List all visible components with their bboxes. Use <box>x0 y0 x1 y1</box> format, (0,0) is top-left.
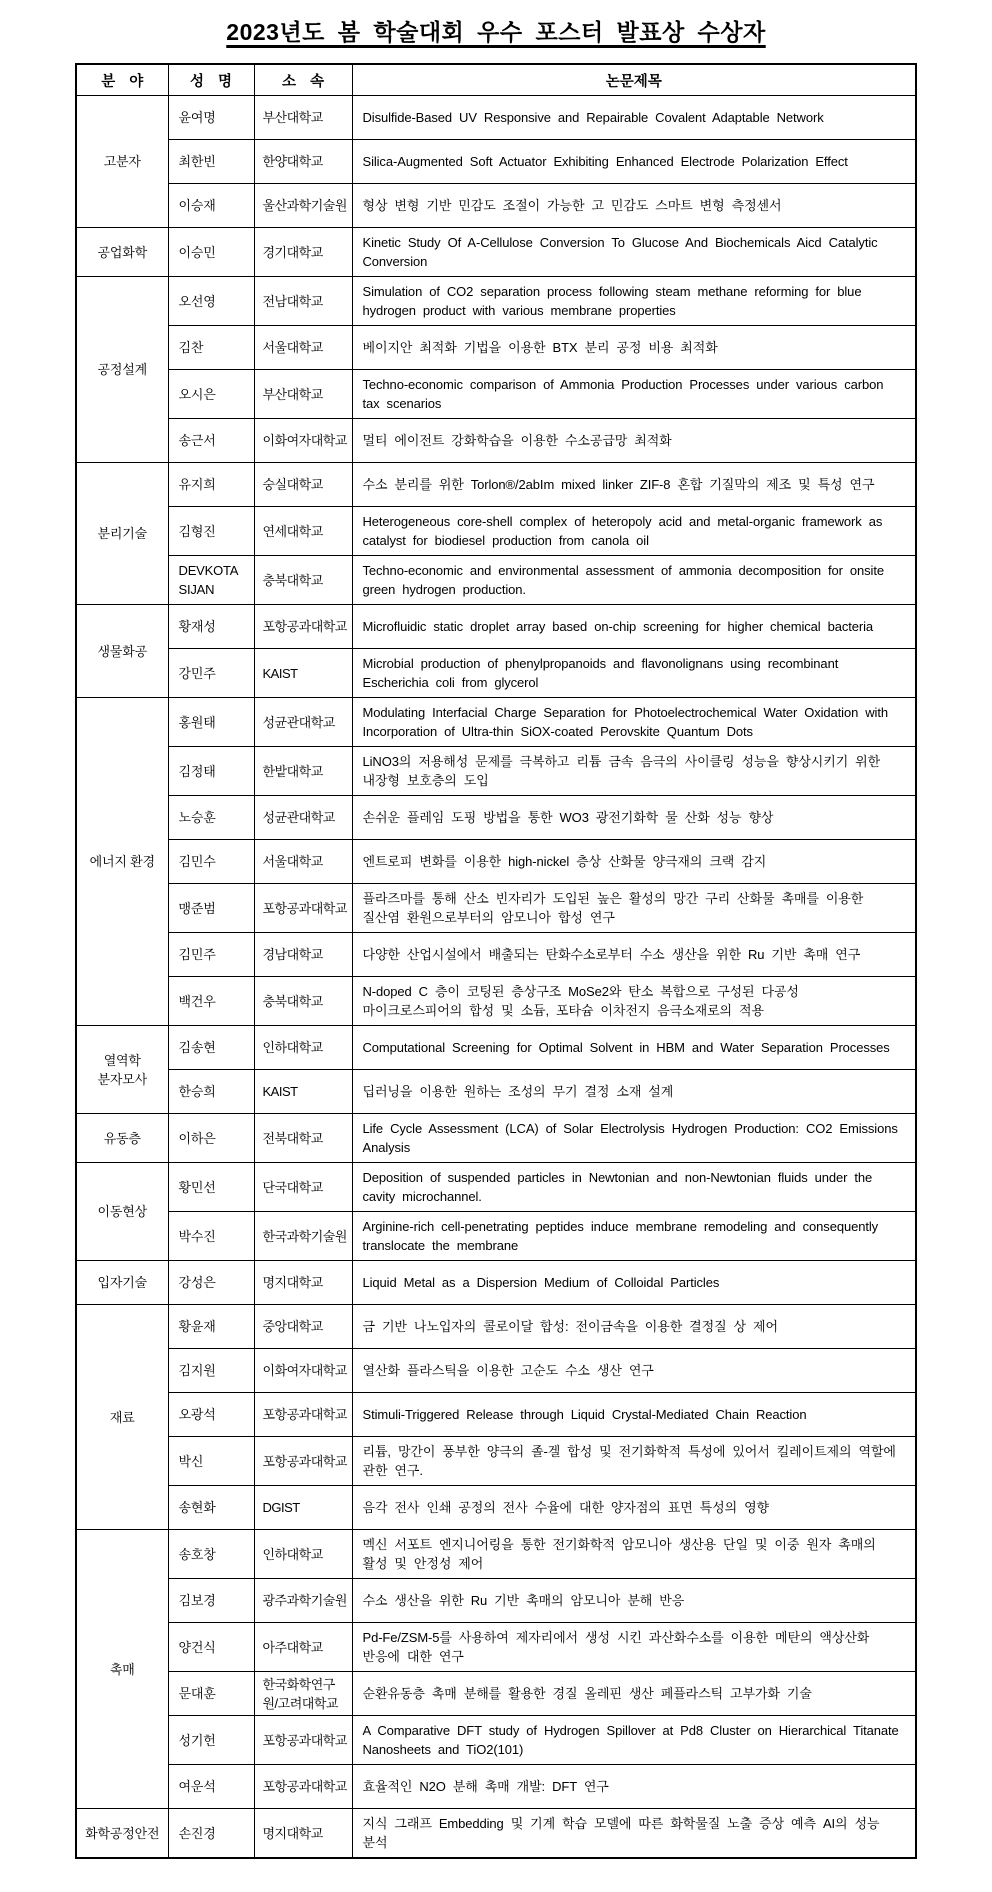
column-header-name: 성 명 <box>168 64 254 96</box>
name-cell: 문대훈 <box>168 1672 254 1716</box>
table-row <box>76 1716 916 1765</box>
affiliation-cell: 명지대학교 <box>254 1809 352 1859</box>
table-row <box>76 1393 916 1437</box>
field-cell: 분리기술 <box>76 463 168 605</box>
paper-title-cell: 멕신 서포트 엔지니어링을 통한 전기화학적 암모니아 생산용 단일 및 이중 원자 촉매의 활성 및 안정성 제어 <box>352 1530 916 1579</box>
affiliation-cell: 울산과학기술원 <box>254 184 352 228</box>
name-cell: 최한빈 <box>168 140 254 184</box>
table-row <box>76 1672 916 1716</box>
table-row <box>76 1579 916 1623</box>
affiliation-cell: KAIST <box>254 649 352 698</box>
field-cell: 열역학 분자모사 <box>76 1026 168 1114</box>
name-cell: 강성은 <box>168 1261 254 1305</box>
affiliation-cell: 부산대학교 <box>254 370 352 419</box>
paper-title-cell: Microfluidic static droplet array based on-chip screening for higher chemical bacteria <box>352 605 916 649</box>
affiliation-cell: 명지대학교 <box>254 1261 352 1305</box>
name-cell: 오광석 <box>168 1393 254 1437</box>
table-row <box>76 1765 916 1809</box>
name-cell: 김형진 <box>168 507 254 556</box>
paper-title-cell: Arginine-rich cell-penetrating peptides induce membrane remodeling and consequently translocate the membrane <box>352 1212 916 1261</box>
table-row <box>76 1437 916 1486</box>
name-cell: 홍원태 <box>168 698 254 747</box>
table-row <box>76 933 916 977</box>
name-cell: 백건우 <box>168 977 254 1026</box>
paper-title-cell: 수소 분리를 위한 Torlon®/2abIm mixed linker ZIF-8 혼합 기질막의 제조 및 특성 연구 <box>352 463 916 507</box>
paper-title-cell: N-doped C 층이 코팅된 층상구조 MoSe2와 탄소 복합으로 구성된 다공성 마이크로스피어의 합성 및 소듐, 포타슘 이차전지 음극소재로의 적용 <box>352 977 916 1026</box>
field-cell: 재료 <box>76 1305 168 1530</box>
affiliation-cell: 연세대학교 <box>254 507 352 556</box>
affiliation-cell: 중앙대학교 <box>254 1305 352 1349</box>
paper-title-cell: Stimuli-Triggered Release through Liquid Crystal-Mediated Chain Reaction <box>352 1393 916 1437</box>
name-cell: 김지원 <box>168 1349 254 1393</box>
affiliation-cell: 성균관대학교 <box>254 698 352 747</box>
paper-title-cell: Deposition of suspended particles in Newtonian and non-Newtonian fluids under the cavity microchannel. <box>352 1163 916 1212</box>
affiliation-cell: 숭실대학교 <box>254 463 352 507</box>
paper-title-cell: 효율적인 N2O 분해 촉매 개발: DFT 연구 <box>352 1765 916 1809</box>
table-header-row <box>76 64 916 96</box>
table-row <box>76 1163 916 1212</box>
paper-title-cell: LiNO3의 저용해성 문제를 극복하고 리튬 금속 음극의 사이클링 성능을 향상시키기 위한 내장형 보호층의 도입 <box>352 747 916 796</box>
table-row <box>76 1070 916 1114</box>
paper-title-cell: 순환유동층 촉매 분해를 활용한 경질 올레핀 생산 페플라스틱 고부가화 기술 <box>352 1672 916 1716</box>
name-cell: 김보경 <box>168 1579 254 1623</box>
affiliation-cell: 포항공과대학교 <box>254 605 352 649</box>
name-cell: 오시은 <box>168 370 254 419</box>
name-cell: 맹준범 <box>168 884 254 933</box>
table-row <box>76 1623 916 1672</box>
paper-title-cell: 금 기반 나노입자의 콜로이달 합성: 전이금속을 이용한 결정질 상 제어 <box>352 1305 916 1349</box>
table-row <box>76 796 916 840</box>
paper-title-cell: Microbial production of phenylpropanoids and flavonolignans using recombinant Escherichia coli from glycerol <box>352 649 916 698</box>
affiliation-cell: 충북대학교 <box>254 556 352 605</box>
field-cell: 고분자 <box>76 96 168 228</box>
column-header-field: 분 야 <box>76 64 168 96</box>
affiliation-cell: 포항공과대학교 <box>254 884 352 933</box>
table-row <box>76 507 916 556</box>
table-row <box>76 1114 916 1163</box>
affiliation-cell: DGIST <box>254 1486 352 1530</box>
table-row <box>76 326 916 370</box>
affiliation-cell: 광주과학기술원 <box>254 1579 352 1623</box>
paper-title-cell: 멀티 에이전트 강화학습을 이용한 수소공급망 최적화 <box>352 419 916 463</box>
name-cell: 김민주 <box>168 933 254 977</box>
field-cell: 에너지 환경 <box>76 698 168 1026</box>
table-row <box>76 370 916 419</box>
paper-title-cell: Heterogeneous core-shell complex of heteropoly acid and metal-organic framework as catalyst for biodiesel production from canola oil <box>352 507 916 556</box>
table-row <box>76 228 916 277</box>
paper-title-cell: Disulfide-Based UV Responsive and Repairable Covalent Adaptable Network <box>352 96 916 140</box>
table-body <box>76 96 916 1859</box>
name-cell: 강민주 <box>168 649 254 698</box>
paper-title-cell: Silica-Augmented Soft Actuator Exhibiting Enhanced Electrode Polarization Effect <box>352 140 916 184</box>
paper-title-cell: 다양한 산업시설에서 배출되는 탄화수소로부터 수소 생산을 위한 Ru 기반 촉매 연구 <box>352 933 916 977</box>
affiliation-cell: 포항공과대학교 <box>254 1437 352 1486</box>
paper-title-cell: Techno-economic comparison of Ammonia Production Processes under various carbon tax scenarios <box>352 370 916 419</box>
name-cell: 송현화 <box>168 1486 254 1530</box>
table-row <box>76 463 916 507</box>
column-header-paper-title: 논문제목 <box>352 64 916 96</box>
paper-title-cell: 베이지안 최적화 기법을 이용한 BTX 분리 공정 비용 최적화 <box>352 326 916 370</box>
affiliation-cell: 성균관대학교 <box>254 796 352 840</box>
name-cell: 노승훈 <box>168 796 254 840</box>
table-row <box>76 1349 916 1393</box>
table-row <box>76 96 916 140</box>
affiliation-cell: 포항공과대학교 <box>254 1765 352 1809</box>
field-cell: 공정설계 <box>76 277 168 463</box>
affiliation-cell: 충북대학교 <box>254 977 352 1026</box>
table-row <box>76 1261 916 1305</box>
affiliation-cell: 이화여자대학교 <box>254 419 352 463</box>
affiliation-cell: 포항공과대학교 <box>254 1716 352 1765</box>
name-cell: 이하은 <box>168 1114 254 1163</box>
paper-title-cell: Techno-economic and environmental assessment of ammonia decomposition for onsite green hydrogen production. <box>352 556 916 605</box>
affiliation-cell: 포항공과대학교 <box>254 1393 352 1437</box>
name-cell: 양건식 <box>168 1623 254 1672</box>
table-row <box>76 1486 916 1530</box>
name-cell: 송호창 <box>168 1530 254 1579</box>
affiliation-cell: 단국대학교 <box>254 1163 352 1212</box>
affiliation-cell: KAIST <box>254 1070 352 1114</box>
field-cell: 촉매 <box>76 1530 168 1809</box>
name-cell: 김민수 <box>168 840 254 884</box>
table-row <box>76 1530 916 1579</box>
affiliation-cell: 인하대학교 <box>254 1026 352 1070</box>
name-cell: DEVKOTA SIJAN <box>168 556 254 605</box>
name-cell: 손진경 <box>168 1809 254 1859</box>
name-cell: 김송현 <box>168 1026 254 1070</box>
paper-title-cell: 손쉬운 플레임 도핑 방법을 통한 WO3 광전기화학 물 산화 성능 향상 <box>352 796 916 840</box>
table-row <box>76 1809 916 1859</box>
paper-title-cell: 플라즈마를 통해 산소 빈자리가 도입된 높은 활성의 망간 구리 산화물 촉매를 이용한 질산염 환원으로부터의 암모니아 합성 연구 <box>352 884 916 933</box>
table-row <box>76 140 916 184</box>
paper-title-cell: Computational Screening for Optimal Solvent in HBM and Water Separation Processes <box>352 1026 916 1070</box>
name-cell: 황윤재 <box>168 1305 254 1349</box>
table-row <box>76 698 916 747</box>
table-row <box>76 419 916 463</box>
name-cell: 한승희 <box>168 1070 254 1114</box>
name-cell: 이승재 <box>168 184 254 228</box>
affiliation-cell: 경남대학교 <box>254 933 352 977</box>
paper-title-cell: Pd-Fe/ZSM-5를 사용하여 제자리에서 생성 시킨 과산화수소를 이용한 메탄의 액상산화 반응에 대한 연구 <box>352 1623 916 1672</box>
paper-title-cell: Modulating Interfacial Charge Separation for Photoelectrochemical Water Oxidation with Incorporation of Ultra-thin SiOX-coated Perovskite Quantum Dots <box>352 698 916 747</box>
table-row <box>76 977 916 1026</box>
affiliation-cell: 인하대학교 <box>254 1530 352 1579</box>
affiliation-cell: 경기대학교 <box>254 228 352 277</box>
name-cell: 유지희 <box>168 463 254 507</box>
document-title: 2023년도 봄 학술대회 우수 포스터 발표상 수상자 <box>226 19 766 45</box>
name-cell: 여운석 <box>168 1765 254 1809</box>
name-cell: 오선영 <box>168 277 254 326</box>
paper-title-cell: 수소 생산을 위한 Ru 기반 촉매의 암모니아 분해 반응 <box>352 1579 916 1623</box>
affiliation-cell: 이화여자대학교 <box>254 1349 352 1393</box>
name-cell: 박신 <box>168 1437 254 1486</box>
table-row <box>76 1026 916 1070</box>
table-row <box>76 747 916 796</box>
table-row <box>76 605 916 649</box>
name-cell: 박수진 <box>168 1212 254 1261</box>
table-row <box>76 184 916 228</box>
table-row <box>76 840 916 884</box>
field-cell: 생물화공 <box>76 605 168 698</box>
table-row <box>76 1212 916 1261</box>
paper-title-cell: A Comparative DFT study of Hydrogen Spillover at Pd8 Cluster on Hierarchical Titanate Nanosheets and TiO2(101) <box>352 1716 916 1765</box>
affiliation-cell: 전남대학교 <box>254 277 352 326</box>
affiliation-cell: 한밭대학교 <box>254 747 352 796</box>
awards-table <box>75 63 917 1859</box>
name-cell: 성기헌 <box>168 1716 254 1765</box>
field-cell: 공업화학 <box>76 228 168 277</box>
name-cell: 송근서 <box>168 419 254 463</box>
name-cell: 황민선 <box>168 1163 254 1212</box>
name-cell: 김찬 <box>168 326 254 370</box>
paper-title-cell: 리튬, 망간이 풍부한 양극의 졸-겔 합성 및 전기화학적 특성에 있어서 킬레이트제의 역할에 관한 연구. <box>352 1437 916 1486</box>
name-cell: 윤여명 <box>168 96 254 140</box>
paper-title-cell: 열산화 플라스틱을 이용한 고순도 수소 생산 연구 <box>352 1349 916 1393</box>
name-cell: 황재성 <box>168 605 254 649</box>
field-cell: 화학공정안전 <box>76 1809 168 1859</box>
paper-title-cell: Liquid Metal as a Dispersion Medium of Colloidal Particles <box>352 1261 916 1305</box>
affiliation-cell: 한국과학기술원 <box>254 1212 352 1261</box>
affiliation-cell: 서울대학교 <box>254 840 352 884</box>
affiliation-cell: 전북대학교 <box>254 1114 352 1163</box>
paper-title-cell: Life Cycle Assessment (LCA) of Solar Electrolysis Hydrogen Production: CO2 Emissions Analysis <box>352 1114 916 1163</box>
affiliation-cell: 부산대학교 <box>254 96 352 140</box>
affiliation-cell: 한양대학교 <box>254 140 352 184</box>
affiliation-cell: 한국화학연구원/고려대학교 <box>254 1672 352 1716</box>
paper-title-cell: 딥러닝을 이용한 원하는 조성의 무기 결정 소재 설계 <box>352 1070 916 1114</box>
paper-title-cell: Simulation of CO2 separation process following steam methane reforming for blue hydrogen product with various membrane properties <box>352 277 916 326</box>
paper-title-cell: 엔트로피 변화를 이용한 high-nickel 층상 산화물 양극재의 크랙 감지 <box>352 840 916 884</box>
field-cell: 입자기술 <box>76 1261 168 1305</box>
field-cell: 유동층 <box>76 1114 168 1163</box>
table-row <box>76 277 916 326</box>
table-row <box>76 884 916 933</box>
table-row <box>76 649 916 698</box>
column-header-affiliation: 소 속 <box>254 64 352 96</box>
paper-title-cell: 지식 그래프 Embedding 및 기계 학습 모델에 따른 화학물질 노출 증상 예측 AI의 성능 분석 <box>352 1809 916 1859</box>
name-cell: 김정태 <box>168 747 254 796</box>
name-cell: 이승민 <box>168 228 254 277</box>
field-cell: 이동현상 <box>76 1163 168 1261</box>
table-row <box>76 556 916 605</box>
paper-title-cell: 형상 변형 기반 민감도 조절이 가능한 고 민감도 스마트 변형 측정센서 <box>352 184 916 228</box>
affiliation-cell: 아주대학교 <box>254 1623 352 1672</box>
table-row <box>76 1305 916 1349</box>
affiliation-cell: 서울대학교 <box>254 326 352 370</box>
paper-title-cell: 음각 전사 인쇄 공정의 전사 수율에 대한 양자점의 표면 특성의 영향 <box>352 1486 916 1530</box>
paper-title-cell: Kinetic Study Of A-Cellulose Conversion To Glucose And Biochemicals Aicd Catalytic Conversion <box>352 228 916 277</box>
